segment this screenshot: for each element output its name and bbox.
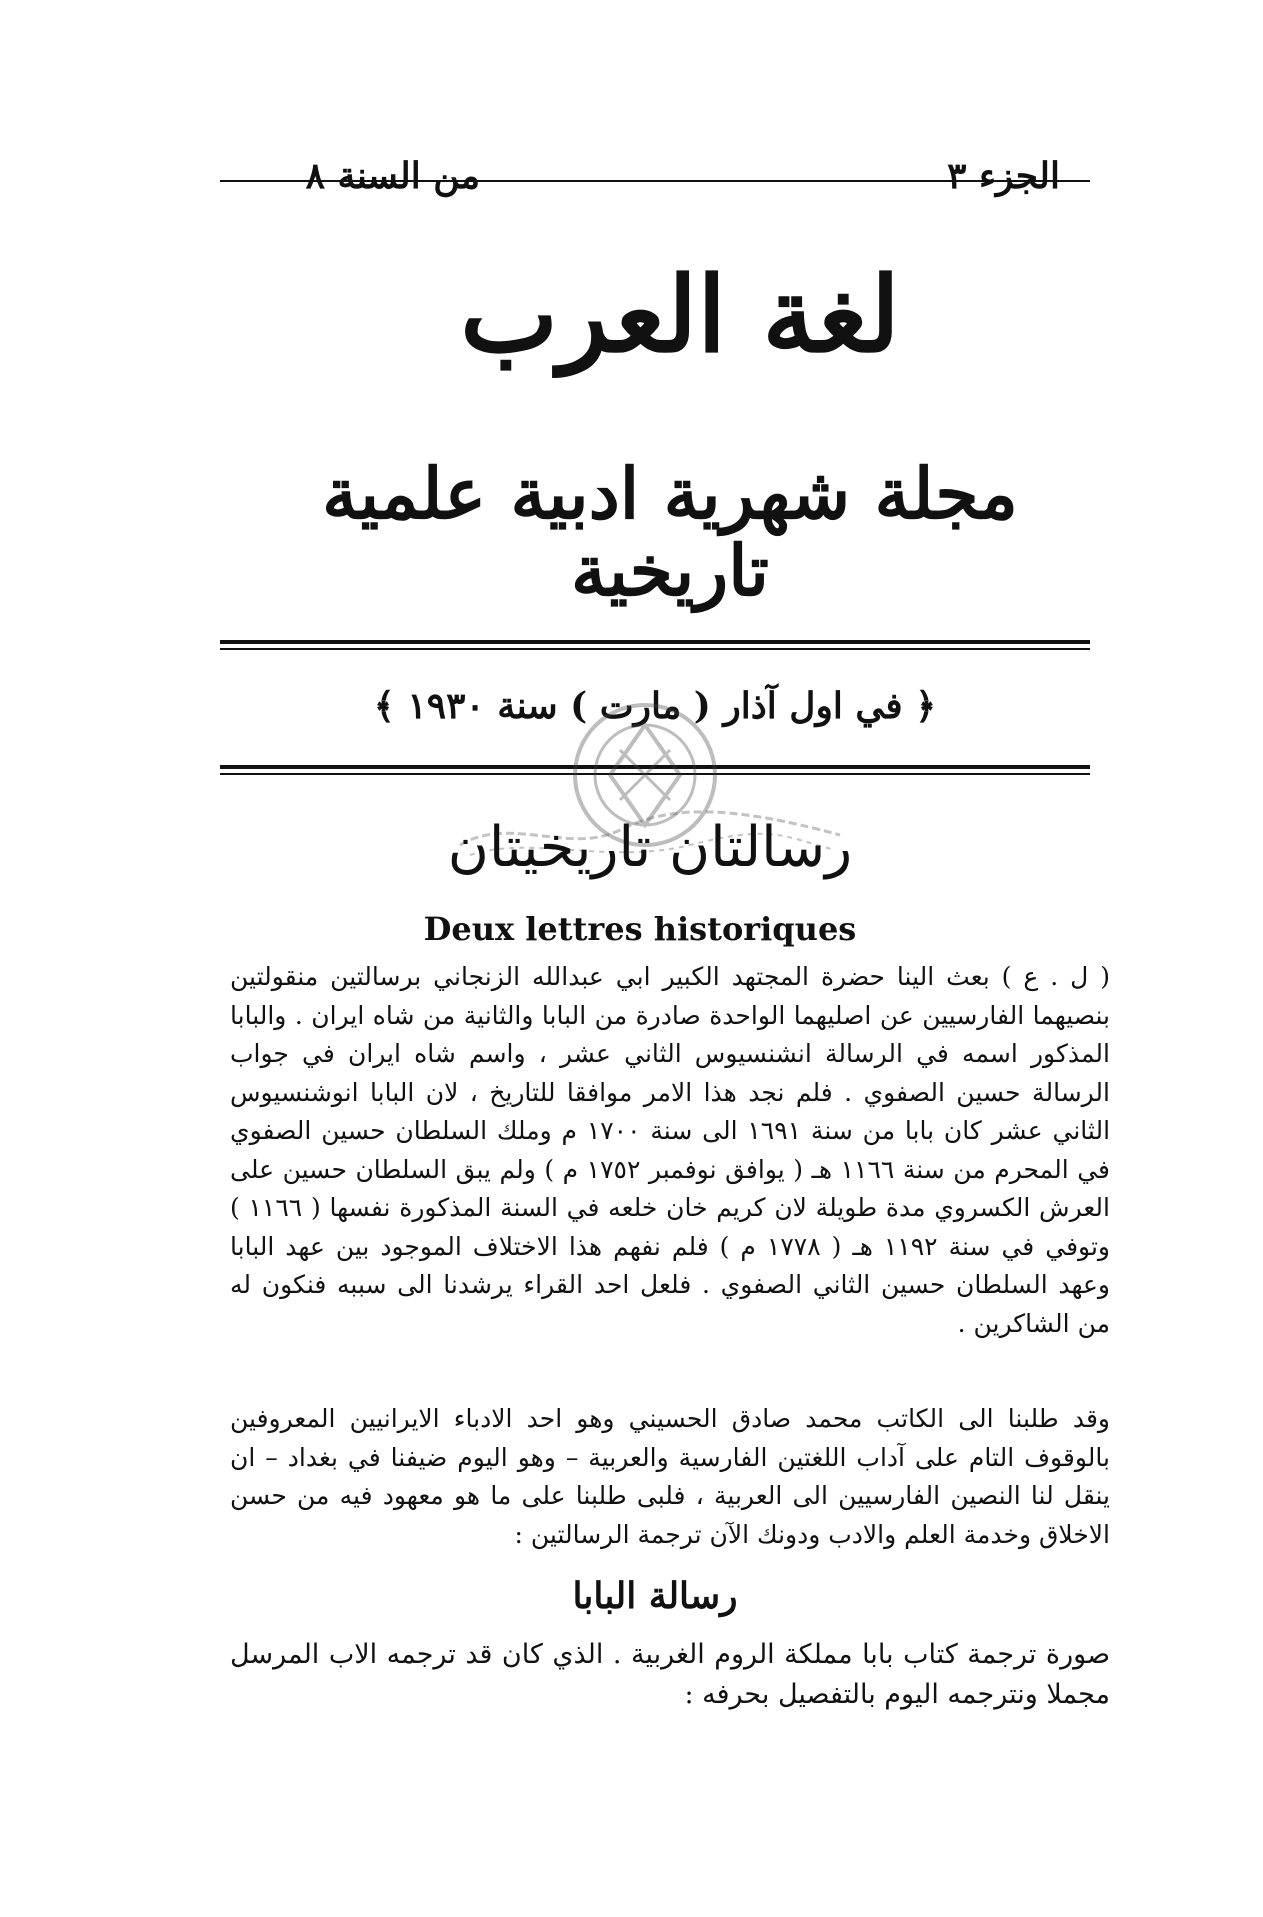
journal-subtitle: مجلة شهرية ادبية علمية تاريخية (322, 452, 1018, 612)
part-number: الجزء ٣ (947, 155, 1060, 197)
section-title: رسالة البابا (572, 1575, 738, 1617)
volume-year: من السنة ٨ (305, 155, 480, 197)
article-paragraph-2: وقد طلبنا الى الكاتب محمد صادق الحسيني وهو احد الادباء الايرانيين المعروفين بالوقوف التام على آداب اللغتين الفارسية والعربية – وهو اليوم ضيفنا في بغداد – ان ينقل لنا النصين الفارسيين الى العربية ، فلبى طلبنا على ما هو معهود فيه من حسن الاخلاق وخدمة العلم والادب ودونك الآن ترجمة الرسالتين : (230, 1404, 1110, 1549)
article-paragraph-1: ( ل . ع ) بعث الينا حضرة المجتهد الكبير ابي عبدالله الزنجاني برسالتين منقولتين بنصيهما الفارسيين عن اصليهما الواحدة صادرة من البابا والثانية من شاه ايران . والبابا المذكور اسمه في الرسالة انشنسيوس الثاني عشر ، واسم شاه ايران في جواب الرسالة حسين الصفوي . فلم نجد هذا الامر موافقا للتاريخ ، لان البابا انوشنسيوس الثاني عشر كان بابا من سنة ١٦٩١ الى سنة ١٧٠٠ م وملك السلطان حسين الصفوي في المحرم من سنة ١١٦٦ هـ ( يوافق نوفمبر ١٧٥٢ م ) ولم يبق السلطان حسين على العرش الكسروي مدة طويلة لان كريم خان خلعه في السنة المذكورة نفسها ( ١١٦٦ ) وتوفي في سنة ١١٩٢ هـ ( ١٧٧٨ م ) فلم نفهم هذا الاختلاف الموجود بين عهد البابا وعهد السلطان حسين الثاني الصفوي . فلعل احد القراء يرشدنا الى سببه فنكون له من الشاكرين . (230, 962, 1111, 1338)
masthead-rule-top (220, 640, 1090, 644)
article-title-arabic: رسالتان تاريخيتان (447, 815, 853, 880)
journal-title: لغة العرب (460, 253, 900, 376)
article-paragraph-3: صورة ترجمة كتاب بابا مملكة الروم الغربية . الذي كان قد ترجمه الاب المرسل مجملا ونترجمه اليوم بالتفصيل بحرفه : (230, 1639, 1110, 1710)
issue-date: ﴿ في اول آذار ( مارت ) سنة ١٩٣٠ ﴾ (373, 685, 937, 727)
masthead-rule-top-thin (220, 648, 1090, 650)
article-title-french: Deux lettres historiques (423, 910, 857, 948)
header-divider (220, 180, 1090, 182)
